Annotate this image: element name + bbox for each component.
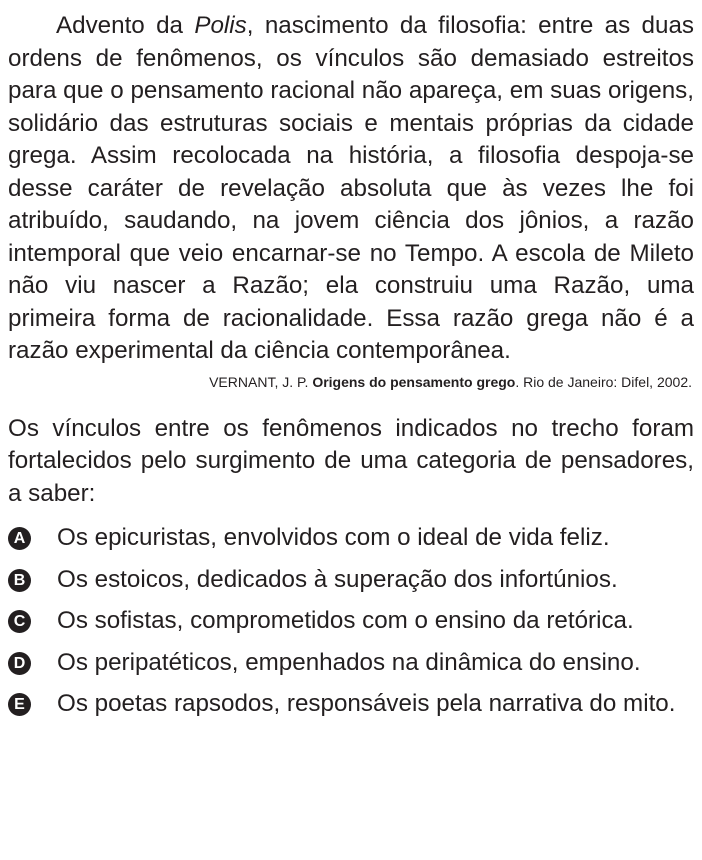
question-stem: Os vínculos entre os fenômenos indicados no trecho foram fortalecidos pelo surgimento de uma categoria de pensadores, a saber: [8,414,694,507]
option-a-letter-badge: A [8,527,31,550]
option-d[interactable] [8,647,694,680]
option-b[interactable] [8,564,694,597]
citation-title: Origens do pensamento grego [312,373,516,390]
option-d-text: Os peripatéticos, empenhados na dinâmica do ensino. [57,648,641,676]
passage-polis-term: Polis [194,12,247,39]
option-c[interactable] [8,605,694,638]
passage-text [8,10,694,368]
option-b-letter-badge: B [8,569,31,592]
option-d-letter-badge: D [8,652,31,675]
option-a-text: Os epicuristas, envolvidos com o ideal de vida feliz. [57,524,610,551]
citation-author: VERNANT, J. P. [209,373,313,390]
citation-publisher: . Rio de Janeiro: Difel, 2002. [515,373,692,390]
answer-options [8,522,694,721]
passage-body: , nascimento da filosofia: entre as duas ordens de fenômenos, os vínculos são demasiado estreitos para que o pensamento racional não apareça, em suas origens, solidário das estruturas sociais e mentais próprias da cidade grega. Assim recolocada na história, a filosofia despoja-se desse caráter de revelação absoluta que às vezes lhe foi atribuído, saudando, na jovem ciência dos jônios, a razão intemporal que veio encarnar-se no Tempo. A escola de Mileto não viu nascer a Razão; ela construiu uma Razão, uma primeira forma de racionalidade. Essa razão grega não é a razão experimental da ciência contemporânea. [8,12,694,364]
passage-intro: Advento da [56,12,195,39]
option-e-letter-badge: E [8,693,31,716]
option-a[interactable] [8,522,694,555]
option-c-text: Os sofistas, comprometidos com o ensino da retórica. [57,607,634,634]
option-e[interactable] [8,688,694,721]
option-e-text: Os poetas rapsodos, responsáveis pela narrativa do mito. [57,690,676,717]
citation [8,373,692,391]
option-b-text: Os estoicos, dedicados à superação dos infortúnios. [57,565,618,593]
option-c-letter-badge: C [8,610,31,633]
